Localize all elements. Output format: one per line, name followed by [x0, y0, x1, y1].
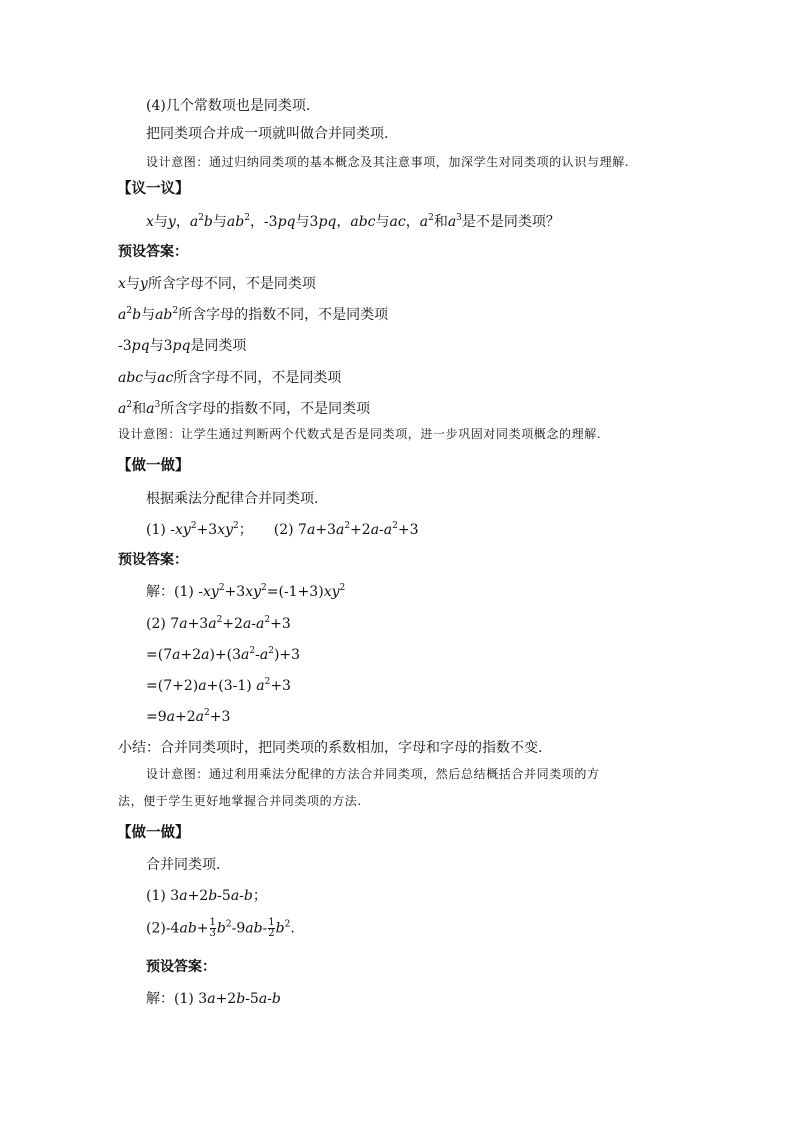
section-heading-discuss: 【议一议】	[117, 180, 190, 197]
summary-line: 小结：合并同类项时，把同类项的系数相加，字母和字母的指数不变.	[118, 740, 543, 756]
solution-line: 解：(1) 3a+2b-5a-b	[146, 991, 281, 1007]
preset-answer-label: 预设答案：	[118, 552, 188, 568]
text-line: 根据乘法分配律合并同类项.	[146, 491, 319, 507]
section-heading-do: 【做一做】	[117, 457, 190, 474]
text-line: 把同类项合并成一项就叫做合并同类项.	[146, 126, 389, 142]
exercise-line: (1) 3a+2b-5a-b；	[146, 888, 267, 904]
answer-line: $a^2$和$a^3$所含字母的指数不同，不是同类项	[118, 400, 371, 417]
answer-line: $a^2b$与$ab^2$所含字母的指数不同，不是同类项	[118, 306, 389, 323]
preset-answer-label: 预设答案：	[118, 244, 188, 260]
solution-line: $=(7a+2a)+(3a^2-a^2)+3$	[146, 646, 301, 663]
text-line: (4)几个常数项也是同类项.	[146, 98, 311, 114]
section-heading-do: 【做一做】	[117, 824, 190, 841]
design-intent-note: 设计意图：让学生通过判断两个代数式是否是同类项，进一步巩固对同类项概念的理解.	[118, 427, 602, 441]
answer-line: -3pq与3pq是同类项	[118, 338, 247, 354]
answer-line: abc与ac所含字母不同，不是同类项	[118, 370, 342, 386]
solution-line: =(7+2)a+(3-1) $a^2+3$	[146, 677, 291, 694]
solution-line: $=9a+2a^2+3$	[146, 708, 231, 725]
question-line: x与y，$a^2b$与$ab^2$，-3pq与3pq，abc与ac，$a^2$和$a^3$是不是同类项？	[146, 213, 560, 230]
design-intent-note: 设计意图：通过归纳同类项的基本概念及其注意事项，加深学生对同类项的认识与理解.	[146, 155, 630, 169]
exercise-line: (2)-4ab+ $\frac{1}{3}$ $b^2-9ab-$ $\frac{1}{2}$ $b^2$.	[146, 917, 295, 939]
exercise-line: (1) $-xy^2+3xy^2$； (2) $7a+3a^2+2a-a^2+3$	[146, 521, 419, 538]
solution-line: (2) $7a+3a^2+2a-a^2+3$	[146, 615, 291, 632]
fraction: $\frac{1}{3}$	[209, 917, 216, 939]
design-intent-note: 设计意图：通过利用乘法分配律的方法合并同类项，然后总结概括合并同类项的方	[146, 767, 600, 781]
answer-line: x与y所含字母不同，不是同类项	[118, 276, 316, 292]
design-intent-note: 法，便于学生更好地掌握合并同类项的方法.	[118, 794, 362, 808]
fraction: $\frac{1}{2}$	[268, 917, 275, 939]
preset-answer-label: 预设答案：	[146, 959, 216, 975]
solution-line: 解：(1) $-xy^2+3xy^2=(-1+3)xy^2$	[146, 583, 346, 600]
text-line: 合并同类项.	[146, 857, 221, 873]
